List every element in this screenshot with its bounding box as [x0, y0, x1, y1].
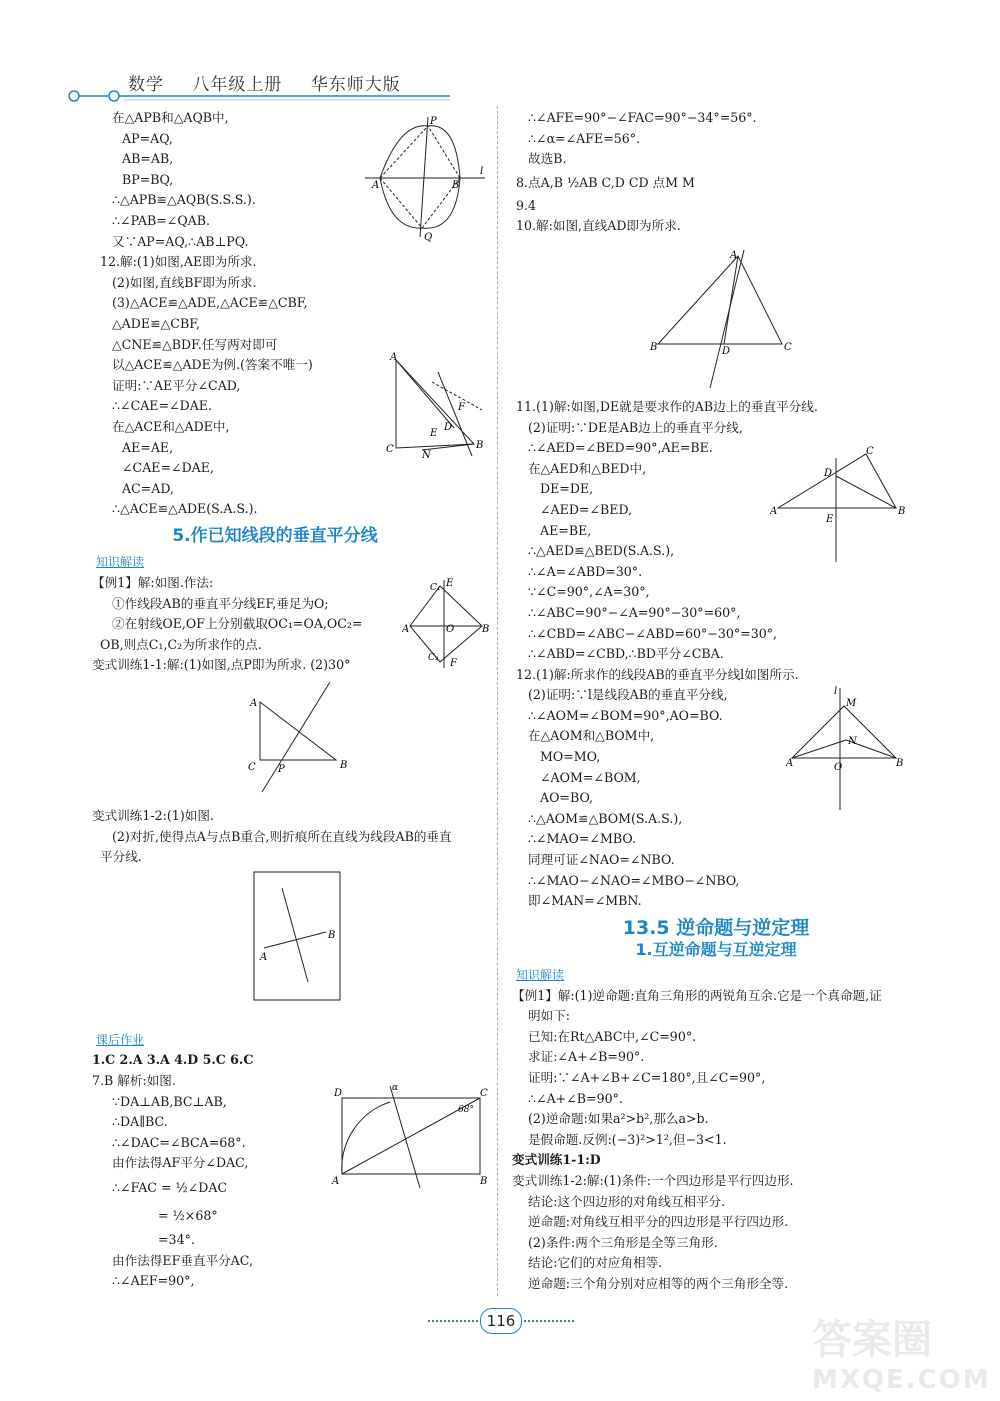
svg-text:C: C — [784, 342, 792, 353]
text-line: AO=BO, — [540, 790, 594, 806]
footer-dots-left — [428, 1320, 478, 1322]
svg-text:l: l — [834, 686, 838, 697]
svg-text:A: A — [770, 506, 778, 517]
svg-text:B: B — [476, 440, 484, 451]
svg-text:D: D — [444, 422, 453, 433]
text-line: 12.解:(1)如图,AE即为所求. — [100, 254, 257, 270]
text-line: 12.(1)解:所求作的线段AB的垂直平分线l如图所示. — [516, 666, 799, 682]
text-line: (2)条件:两个三角形是全等三角形. — [528, 1234, 718, 1250]
svg-text:B: B — [896, 758, 904, 769]
text-line: ∴△APB≌△AQB(S.S.S.). — [112, 192, 256, 208]
watermark — [812, 1308, 991, 1395]
text-line: △ADE≌△CBF, — [112, 315, 200, 331]
text-line: 在△AED和△BED中, — [528, 460, 647, 476]
figure-apq-construction — [360, 112, 490, 242]
knowledge-label: 知识解读 — [96, 555, 145, 570]
watermark-text: 答案圈 — [812, 1317, 932, 1363]
figure-q11 — [770, 446, 910, 566]
homework-label: 课后作业 — [96, 1032, 145, 1047]
text-line: 证明:∵∠A+∠B+∠C=180°,且∠C=90°, — [528, 1069, 766, 1085]
section-heading-13-5: 13.5 逆命题与逆定理 — [622, 916, 810, 939]
figure-q10 — [646, 248, 796, 398]
text-line: 9.4 — [516, 197, 537, 213]
grade: 八年级上册 — [192, 75, 283, 95]
page-number: 116 — [480, 1308, 522, 1334]
text-line: ∴∠AEF=90°, — [112, 1273, 195, 1289]
text-line: ∵DA⊥AB,BC⊥AB, — [112, 1093, 227, 1109]
subsection-heading: 1.互逆命题与互逆定理 — [635, 940, 797, 960]
svg-text:C₂: C₂ — [428, 653, 439, 663]
text-line: 11.(1)解:如图,DE就是要求作的AB边上的垂直平分线. — [516, 398, 818, 414]
text-line: ∴∠A+∠B=90°. — [528, 1090, 623, 1106]
text-line: (2)如图,直线BF即为所求. — [112, 274, 257, 290]
svg-text:P: P — [278, 764, 285, 775]
text-line: 在△APB和△AQB中, — [112, 110, 229, 125]
text-line: ∴DA∥BC. — [112, 1114, 168, 1130]
text-line: (2)逆命题:如果a²>b²,那么a>b. — [528, 1111, 709, 1127]
svg-text:E: E — [446, 578, 454, 589]
svg-text:B: B — [452, 180, 460, 191]
text-line: ①作线段AB的垂直平分线EF,垂足为O; — [112, 595, 329, 611]
svg-text:A: A — [332, 1176, 340, 1187]
text-line: 即∠MAN=∠MBN. — [528, 893, 642, 909]
figure-q12-right — [786, 684, 910, 814]
text-line: 求证:∠A+∠B=90°. — [528, 1049, 645, 1065]
text-line: ∴∠ABD=∠CBD,∴BD平分∠CBA. — [528, 646, 724, 662]
text-line: 结论:这个四边形的对角线互相平分. — [528, 1193, 726, 1209]
text-line: AE=BE, — [540, 522, 592, 538]
text-line: 逆命题:对角线互相平分的四边形是平行四边形. — [528, 1214, 789, 1230]
text-line: 【例1】解:如图.作法: — [92, 575, 214, 591]
text-line: OB,则点C₁,C₂为所求作的点. — [100, 636, 262, 652]
text-line: ∴△ACE≌△ADE(S.A.S.). — [112, 501, 258, 517]
text-line: ∴△AED≌△BED(S.A.S.), — [528, 543, 675, 559]
svg-text:l: l — [480, 166, 484, 177]
text-line: 结论:它们的对应角相等. — [528, 1255, 663, 1271]
svg-text:C: C — [386, 444, 394, 455]
text-line: ∴∠α=∠AFE=56°. — [528, 130, 641, 146]
text-line: (2)证明:∵DE是AB边上的垂直平分线, — [528, 419, 743, 435]
figure-bs1-2 — [252, 870, 342, 1002]
svg-text:O: O — [446, 624, 455, 635]
text-line: 逆命题:三个角分别对应相等的两个三角形全等. — [528, 1275, 789, 1291]
text-line: ∵∠C=90°,∠A=30°, — [528, 584, 650, 600]
footer-dots-right — [524, 1320, 574, 1322]
text-line: 故选B. — [528, 151, 567, 167]
text-line: 以△ACE≌△ADE为例.(答案不唯一) — [112, 357, 313, 373]
svg-text:C₁: C₁ — [430, 583, 441, 593]
svg-text:E: E — [430, 428, 438, 439]
text-line: AP=AQ, — [122, 130, 173, 146]
svg-text:N: N — [848, 736, 857, 747]
edition: 华东师大版 — [310, 75, 401, 95]
text-line: ∴△AOM≌△BOM(S.A.S.), — [528, 810, 683, 826]
text-line: MO=MO, — [540, 749, 601, 765]
text-line: AC=AD, — [122, 480, 175, 496]
text-line: ∴∠DAC=∠BCA=68°. — [112, 1134, 246, 1150]
text-line: ∴∠AFE=90°−∠FAC=90°−34°=56°. — [528, 110, 757, 125]
text-line: DE=DE, — [540, 481, 594, 497]
text-line: 由作法得AF平分∠DAC, — [112, 1155, 249, 1171]
text-line: 变式训练1-1:解:(1)如图,点P即为所求. (2)30° — [92, 657, 351, 673]
text-line: AB=AB, — [122, 151, 174, 167]
text-line: ∴∠ABC=90°−∠A=90°−30°=60°, — [528, 604, 741, 620]
svg-text:A: A — [402, 624, 410, 635]
svg-text:C: C — [866, 446, 874, 457]
text-line: (2)证明:∵l是线段AB的垂直平分线, — [528, 687, 728, 703]
column-divider — [497, 106, 498, 1296]
svg-text:A: A — [250, 698, 258, 709]
text-line: ∠AED=∠BED, — [540, 501, 633, 517]
svg-text:B: B — [480, 1176, 488, 1187]
svg-text:D: D — [334, 1088, 343, 1099]
text-line: ∠CAE=∠DAE, — [122, 460, 214, 476]
text-line: ∴∠AED=∠BED=90°,AE=BE. — [528, 440, 713, 456]
text-line: ∴∠FAC = ½∠DAC — [112, 1179, 228, 1195]
svg-text:A: A — [260, 952, 268, 963]
watermark-url: MXQE.COM — [812, 1365, 991, 1395]
text-line: 由作法得EF垂直平分AC, — [112, 1252, 253, 1268]
text-line: ∴∠MAO=∠MBO. — [528, 831, 636, 847]
figure-example1 — [402, 576, 490, 668]
text-line: 10.解:如图,直线AD即为所求. — [516, 218, 681, 234]
text-line: ∴∠CAE=∠DAE. — [112, 398, 212, 414]
text-line: ∠AOM=∠BOM, — [540, 769, 641, 785]
text-line: ∴∠MAO−∠NAO=∠MBO−∠NBO, — [528, 872, 740, 888]
svg-text:A: A — [786, 758, 794, 769]
svg-text:B: B — [482, 624, 490, 635]
svg-text:F: F — [458, 402, 465, 413]
text-line: 7.B 解析:如图. — [92, 1073, 176, 1088]
svg-text:Q: Q — [424, 232, 433, 242]
text-line: BP=BQ, — [122, 171, 174, 187]
text-line: 变式训练1-1:D — [512, 1152, 601, 1168]
svg-text:B: B — [328, 930, 336, 941]
svg-text:68°: 68° — [458, 1105, 474, 1115]
text-line: ∴∠PAB=∠QAB. — [112, 212, 211, 228]
svg-text:D: D — [824, 468, 833, 479]
svg-text:N: N — [422, 450, 431, 461]
text-line: 在△AOM和△BOM中, — [528, 728, 655, 744]
text-line: 变式训练1-2:(1)如图. — [92, 808, 214, 824]
subject: 数学 — [128, 75, 164, 95]
text-line: ∴∠A=∠ABD=30°. — [528, 563, 643, 579]
svg-text:A: A — [372, 180, 380, 191]
text-line: 证明:∵AE平分∠CAD, — [112, 377, 241, 393]
text-line: 又∵AP=AQ,∴AB⊥PQ. — [112, 233, 249, 249]
text-line: 已知:在Rt△ABC中,∠C=90°. — [528, 1028, 697, 1044]
svg-text:E: E — [826, 514, 834, 525]
text-line: 【例1】解:(1)逆命题:直角三角形的两锐角互余.它是一个真命题,证 — [512, 987, 882, 1003]
header-rule — [60, 88, 460, 104]
svg-text:M: M — [846, 698, 857, 709]
text-line: 同理可证∠NAO=∠NBO. — [528, 852, 675, 868]
text-line: (3)△ACE≌△ADE,△ACE≌△CBF, — [112, 295, 308, 311]
svg-text:α: α — [392, 1083, 399, 1093]
text-line: ②在射线OE,OF上分别截取OC₁=OA,OC₂= — [112, 616, 363, 632]
text-line: ∴∠CBD=∠ABC−∠ABD=60°−30°=30°, — [528, 625, 778, 641]
svg-text:B: B — [898, 506, 906, 517]
figure-q12-triangle — [382, 352, 492, 462]
text-line: 是假命题.反例:(−3)²>1²,但−3<1. — [528, 1131, 727, 1147]
text-line: (2)对折,使得点A与点B重合,则折痕所在直线为线段AB的垂直 — [112, 828, 452, 844]
svg-text:D: D — [722, 346, 731, 357]
svg-text:F: F — [450, 658, 457, 668]
text-line: 在△ACE和△ADE中, — [112, 418, 230, 434]
svg-text:B: B — [340, 760, 348, 771]
svg-text:O: O — [834, 762, 843, 773]
answers-line: 1.C 2.A 3.A 4.D 5.C 6.C — [92, 1052, 254, 1068]
knowledge-label: 知识解读 — [516, 968, 565, 982]
svg-text:A: A — [390, 352, 398, 363]
figure-bs1-1 — [244, 676, 354, 796]
svg-text:P: P — [430, 116, 437, 127]
text-line: AE=AE, — [122, 439, 174, 455]
section-title: 5.作已知线段的垂直平分线 — [172, 525, 378, 546]
svg-text:A: A — [730, 250, 738, 261]
text-line: △CNE≌△BDF.任写两对即可 — [112, 336, 278, 352]
text-line: 8.点A,B ½AB C,D CD 点M M — [516, 174, 695, 190]
svg-text:B: B — [650, 342, 658, 353]
text-line: = ½×68° — [158, 1207, 218, 1223]
figure-q7 — [330, 1082, 490, 1192]
text-line: 明如下: — [528, 1008, 571, 1024]
text-line: 平分线. — [100, 849, 142, 865]
svg-text:C: C — [248, 762, 256, 773]
svg-text:C: C — [480, 1088, 488, 1099]
text-line: 变式训练1-2:解:(1)条件:一个四边形是平行四边形. — [512, 1172, 794, 1188]
text-line: =34°. — [158, 1231, 195, 1247]
text-line: ∴∠AOM=∠BOM=90°,AO=BO. — [528, 707, 723, 723]
